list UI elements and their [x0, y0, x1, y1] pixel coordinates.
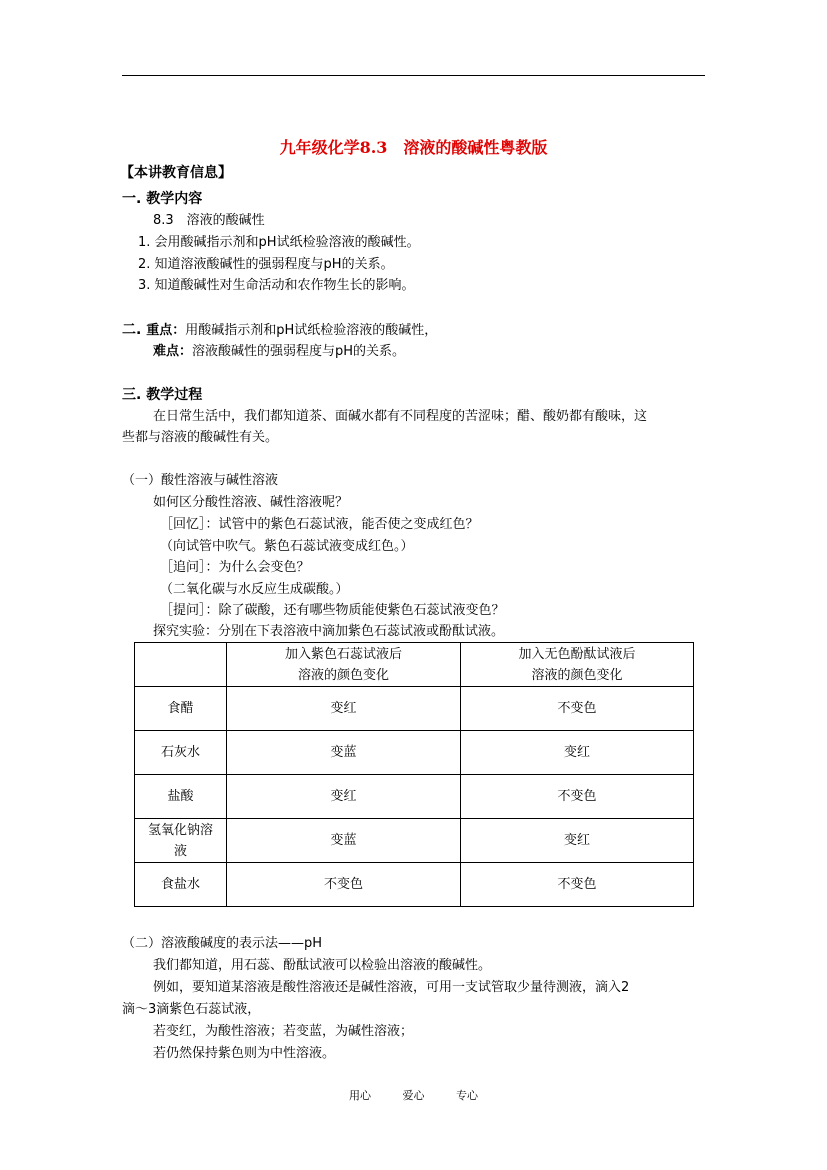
- part-1-line: （二氧化碳与水反应生成碳酸。）: [160, 582, 349, 597]
- key-point-label: 重点：: [146, 323, 186, 338]
- table-row: [135, 863, 694, 907]
- cell-line: 石灰水: [160, 745, 200, 760]
- document-title: 九年级化学8.3 溶液的酸碱性粤教版: [279, 138, 548, 157]
- cell-line: 不变色: [323, 877, 363, 892]
- cell-line: 变红: [330, 789, 357, 804]
- part-2-heading: （二）溶液酸碱度的表示法——pH: [122, 936, 323, 951]
- table-header-cell: [135, 643, 227, 687]
- part-2-line: 我们都知道，用石蕊、酚酞试液可以检验出溶液的酸碱性。: [153, 958, 492, 973]
- difficulty-text: 溶液酸碱性的强弱程度与pH的关系。: [192, 344, 406, 359]
- footer-text: 爱心: [402, 1089, 425, 1102]
- cell-line: 食盐水: [160, 877, 200, 892]
- part-2-line: 滴～3滴紫色石蕊试液，: [122, 1002, 261, 1017]
- solution-name-cell: [135, 863, 227, 907]
- color-change-cell: [461, 731, 694, 775]
- cell-line: 食醋: [167, 701, 194, 716]
- table-header-row: [135, 643, 694, 687]
- cell-line: 不变色: [557, 789, 597, 804]
- cell-line: 盐酸: [167, 789, 194, 804]
- part-1-line: 如何区分酸性溶液、碱性溶液呢？: [153, 495, 349, 510]
- color-change-cell: [461, 863, 694, 907]
- color-change-cell: [227, 687, 461, 731]
- cell-line: 氢氧化钠溶: [147, 822, 213, 838]
- page-footer: [0, 1087, 827, 1103]
- color-change-cell: [227, 775, 461, 819]
- color-change-cell: [227, 819, 461, 863]
- footer-text: 用心: [349, 1089, 371, 1102]
- table-row: [135, 687, 694, 731]
- cell-line: 变蓝: [330, 833, 357, 848]
- table-row: [135, 819, 694, 863]
- table-row: [135, 731, 694, 775]
- part-1-heading: （一）酸性溶液与碱性溶液: [122, 473, 279, 488]
- part-1-line: 探究实验：分别在下表溶液中滴加紫色石蕊试液或酚酞试液。: [153, 624, 505, 639]
- section-header: 【本讲教育信息】: [120, 165, 232, 181]
- table-row: [135, 775, 694, 819]
- section-2-difficulty-line: [153, 343, 405, 361]
- section-1-heading: 一. 教学内容: [122, 191, 203, 207]
- solution-name-cell: [135, 775, 227, 819]
- section-1-subtitle: 8.3 溶液的酸碱性: [153, 213, 265, 228]
- objective-item: 3. 知道酸碱性对生命活动和农作物生长的影响。: [138, 278, 415, 293]
- section-2-key-line: [122, 321, 437, 340]
- cell-line: 不变色: [557, 877, 597, 892]
- indicator-table: [134, 642, 694, 907]
- solution-name-cell: [135, 731, 227, 775]
- header-rule: [122, 75, 705, 76]
- cell-line: 不变色: [557, 701, 597, 716]
- header-line: 加入紫色石蕊试液后: [284, 646, 402, 662]
- part-1-line: ［提问］：除了碳酸，还有哪些物质能使紫色石蕊试液变色？: [160, 603, 505, 618]
- cell-line: 变红: [330, 701, 357, 716]
- color-change-cell: [227, 863, 461, 907]
- cell-line: 变红: [563, 745, 590, 760]
- footer-text: 专心: [456, 1089, 478, 1102]
- part-2-line: 若变红，为酸性溶液；若变蓝，为碱性溶液；: [153, 1024, 414, 1039]
- difficulty-label: 难点：: [153, 344, 193, 359]
- key-point-text: 用酸碱指示剂和pH试纸检验溶液的酸碱性，: [185, 323, 438, 338]
- header-line: 溶液的颜色变化: [297, 667, 389, 683]
- part-1-line: ［回忆］：试管中的紫色石蕊试液，能否使之变成红色？: [160, 517, 479, 532]
- cell-line: 变蓝: [330, 745, 357, 760]
- header-line: 加入无色酚酞试液后: [518, 646, 636, 662]
- cell-line: 变红: [563, 833, 590, 848]
- color-change-cell: [461, 819, 694, 863]
- color-change-cell: [461, 775, 694, 819]
- intro-line: 些都与溶液的酸碱性有关。: [122, 430, 279, 445]
- table-header-cell: [461, 643, 694, 687]
- objective-item: 2. 知道溶液酸碱性的强弱程度与pH的关系。: [138, 257, 394, 272]
- color-change-cell: [227, 731, 461, 775]
- objective-item: 1. 会用酸碱指示剂和pH试纸检验溶液的酸碱性。: [138, 235, 420, 250]
- part-2-line: 例如，要知道某溶液是酸性溶液还是碱性溶液，可用一支试管取少量待测液，滴入2: [153, 980, 630, 995]
- section-3-heading: 三. 教学过程: [122, 387, 203, 403]
- header-line: 溶液的颜色变化: [531, 667, 623, 683]
- part-1-line: ［追问］：为什么会变色？: [160, 560, 310, 575]
- color-change-cell: [461, 687, 694, 731]
- section-2-prefix: 二.: [122, 322, 147, 338]
- part-2-line: 若仍然保持紫色则为中性溶液。: [153, 1046, 336, 1061]
- intro-line: 在日常生活中，我们都知道茶、面碱水都有不同程度的苦涩味；醋、酸奶都有酸味，这: [153, 409, 648, 424]
- solution-name-cell: [135, 687, 227, 731]
- part-1-line: （向试管中吹气。紫色石蕊试液变成红色。）: [160, 539, 414, 554]
- cell-line: 液: [173, 843, 187, 859]
- solution-name-cell: [135, 819, 227, 863]
- table-header-cell: [227, 643, 461, 687]
